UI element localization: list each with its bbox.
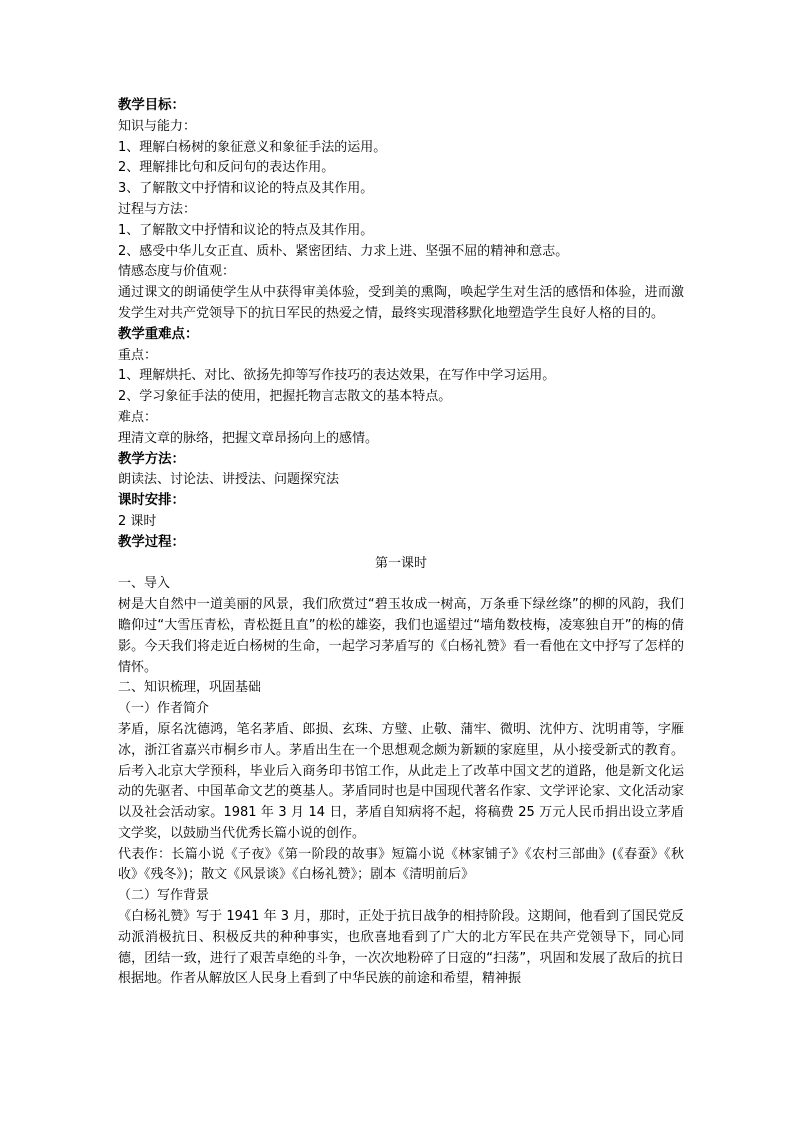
key-item-2: 2、学习象征手法的使用，把握托物言志散文的基本特点。 [118,389,452,405]
review-heading: 二、知识梳理，巩固基础 [118,680,262,696]
knowledge-item-2: 2、理解排比句和反问句的表达作用。 [118,160,335,176]
key-item-1: 1、理解烘托、对比、欲扬先抑等写作技巧的表达效果，在写作中学习运用。 [118,368,556,384]
lesson-title: 第一课时 [374,555,427,571]
emotion-title: 情感态度与价值观： [118,264,236,280]
author-heading: （一）作者简介 [118,701,210,717]
process-title: 过程与方法： [118,201,197,217]
difficulty-title: 难点： [118,409,158,425]
background-paragraph: 《白杨礼赞》写于 1941 年 3 月，那时，正处于抗日战争的相持阶段。这期间，他看到了国民党反动派消极抗日、积极反共的种种事实，也欣喜地看到了广大的北方军民在共产党领导下，同心同德，团结一致，进行了艰苦卓绝的斗争，一次次地粉碎了日寇的“扫荡”，巩固和发展了敌后的抗日根据地。作者从解放区人民身上看到了中华民族的前途和希望，精神振 [118,909,684,987]
key-points-heading: 教学重难点： [118,326,199,342]
knowledge-item-1: 1、理解白杨树的象征意义和象征手法的运用。 [118,139,387,155]
emotion-paragraph: 通过课文的朗诵使学生从中获得审美体验，受到美的熏陶，唤起学生对生活的感悟和体验，进而激发学生对共产党领导下的抗日军民的热爱之情，最终实现潜移默化地塑造学生良好人格的目的。 [118,285,684,321]
author-paragraph: 茅盾，原名沈德鸿，笔名茅盾、郎损、玄珠、方璧、止敬、蒲牢、微明、沈仲方、沈明甫等，字雁冰，浙江省嘉兴市桐乡市人。茅盾出生在一个思想观念颇为新颖的家庭里，从小接受新式的教育。后考入北京大学预科，毕业后入商务印书馆工作，从此走上了改革中国文艺的道路，他是新文化运动的先驱者、中国革命文艺的奠基人。茅盾同时也是中国现代著名作家、文学评论家、文化活动家以及社会活动家。1981 年 3 月 14 日，茅盾自知病将不起，将稿费 25 万元人民币捐出设立茅盾文学奖，以鼓励当代优秀长篇小说的创作。 [118,721,684,841]
intro-heading: 一、导入 [118,576,171,592]
schedule-heading: 课时安排： [118,493,185,509]
process-item-2: 2、感受中华儿女正直、质朴、紧密团结、力求上进、坚强不屈的精神和意志。 [118,243,569,259]
difficulty-text: 理清文章的脉络，把握文章昂扬向上的感情。 [118,430,379,446]
lesson-plan-page [118,96,684,990]
schedule-text: 2 课时 [118,513,157,529]
intro-paragraph: 树是大自然中一道美丽的风景，我们欣赏过“碧玉妆成一树高，万条垂下绿丝绦”的柳的风韵，我们瞻仰过“大雪压青松，青松挺且直”的松的雄姿，我们也遥望过“墙角数枝梅，凌寒独自开”的梅的倩影。今天我们将走近白杨树的生命，一起学习茅盾写的《白杨礼赞》看一看他在文中抒写了怎样的情怀。 [118,597,684,675]
process-item-1: 1、了解散文中抒情和议论的特点及其作用。 [118,222,374,238]
objectives-heading: 教学目标： [118,98,185,113]
works-paragraph: 代表作：长篇小说《子夜》《第一阶段的故事》短篇小说《林家铺子》《农村三部曲》(《春蚕》《秋收》《残冬》)；散文《风景谈》《白杨礼赞》；剧本《清明前后》 [118,846,684,883]
knowledge-title: 知识与能力： [118,118,197,134]
methods-heading: 教学方法： [118,451,185,467]
background-heading: （二）写作背景 [118,888,210,904]
process-heading: 教学过程： [118,534,185,550]
key-title: 重点： [118,347,158,363]
knowledge-item-3: 3、了解散文中抒情和议论的特点及其作用。 [118,181,374,197]
methods-text: 朗读法、讨论法、讲授法、问题探究法 [118,472,340,488]
